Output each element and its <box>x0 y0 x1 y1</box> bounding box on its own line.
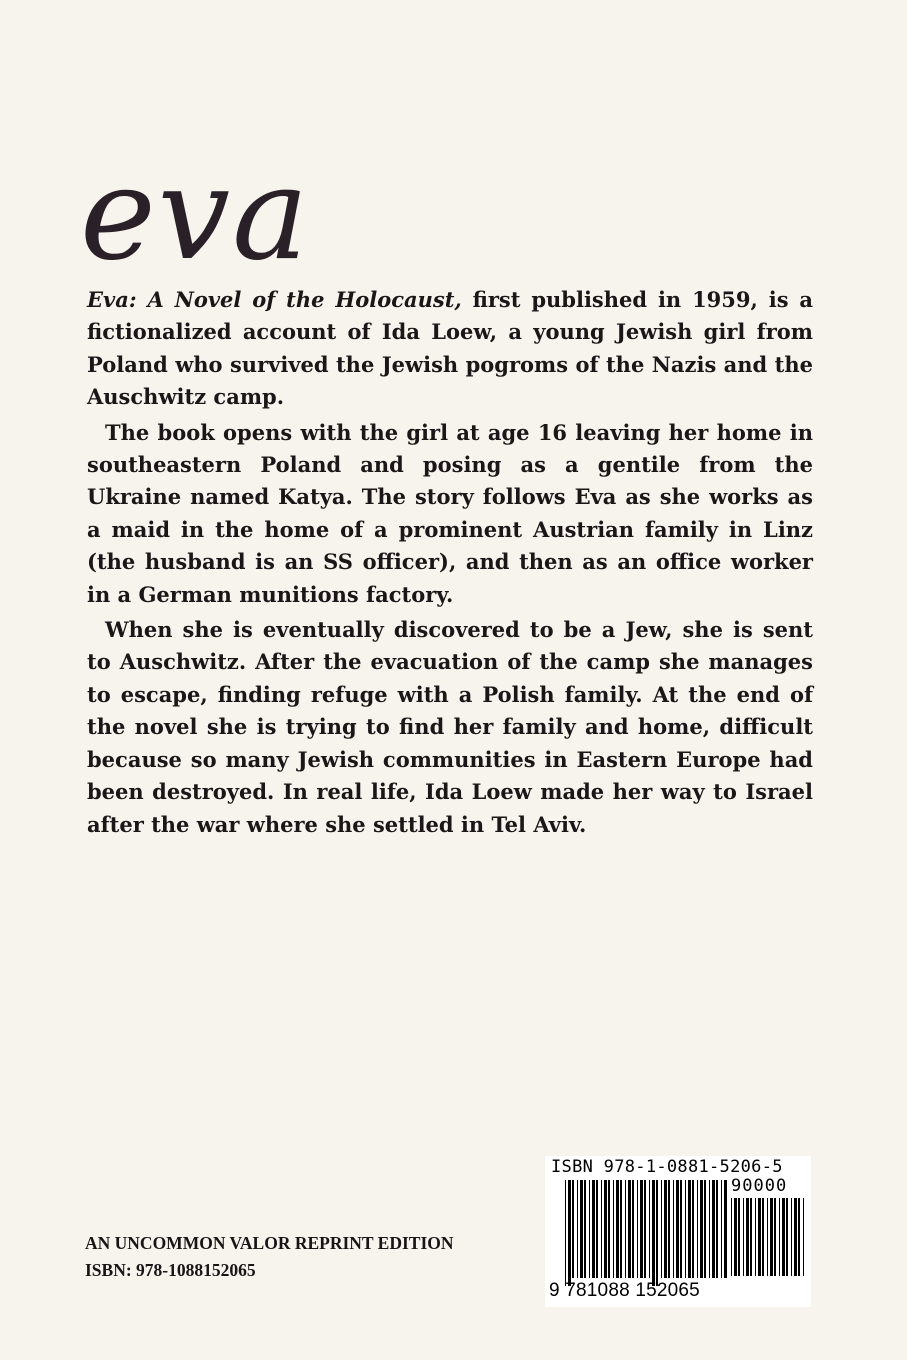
barcode-bar <box>779 1198 780 1276</box>
barcode-bar <box>786 1198 788 1276</box>
barcode-bar <box>688 1180 691 1278</box>
barcode-bar <box>676 1180 679 1278</box>
barcode-bar <box>680 1180 682 1278</box>
barcode-bar <box>716 1180 718 1278</box>
barcode-bar <box>746 1198 749 1276</box>
barcode-bar <box>625 1180 626 1278</box>
barcode-price-code: 90000 <box>731 1176 788 1196</box>
barcode-bar <box>596 1180 598 1278</box>
barcode-bar <box>782 1198 785 1276</box>
barcode-bar <box>770 1198 773 1276</box>
barcode-bar <box>608 1180 610 1278</box>
barcode-bar <box>661 1180 662 1278</box>
barcode-bar <box>644 1180 646 1278</box>
barcode-bar <box>668 1180 670 1278</box>
barcode-bar <box>774 1198 776 1276</box>
barcode-bar <box>734 1198 737 1276</box>
barcode-bar <box>712 1180 715 1278</box>
isbn-barcode <box>545 1156 811 1307</box>
barcode-bar <box>755 1198 756 1276</box>
barcode-bar <box>738 1198 740 1276</box>
barcode-bar <box>692 1180 694 1278</box>
book-title: eva <box>80 140 311 289</box>
barcode-bar <box>762 1198 764 1276</box>
barcode-bar <box>700 1180 703 1278</box>
barcode-bar <box>767 1198 768 1276</box>
barcode-addon-bars <box>731 1198 805 1284</box>
barcode-isbn-label: ISBN 978-1-0881-5206-5 <box>551 1157 783 1177</box>
barcode-bar <box>628 1180 631 1278</box>
barcode-bar <box>589 1180 590 1278</box>
barcode-bar <box>613 1180 614 1278</box>
barcode-bar <box>572 1180 574 1278</box>
barcode-bar <box>592 1180 595 1278</box>
barcode-bar <box>724 1180 727 1278</box>
edition-label: AN UNCOMMON VALOR REPRINT EDITION <box>85 1233 454 1253</box>
barcode-bar <box>794 1198 797 1276</box>
barcode-bar <box>584 1180 586 1278</box>
barcode-bar <box>616 1180 619 1278</box>
barcode-bar <box>637 1180 638 1278</box>
barcode-bar <box>640 1180 643 1278</box>
description-paragraph-1-text: first published in 1959, is a fictionalized account of Ida Loew, a young Jewish girl from Poland who survived the Jewish pogroms of the Nazis and the Auschwitz camp. <box>87 287 814 410</box>
isbn-text: ISBN: 978-1088152065 <box>85 1260 256 1280</box>
barcode-bar <box>673 1180 674 1278</box>
barcode-bar <box>565 1180 566 1286</box>
book-full-title: Eva: A Novel of the Holocaust, <box>87 287 462 312</box>
barcode-bar <box>704 1180 706 1278</box>
barcode-bar <box>709 1180 710 1278</box>
barcode-bar <box>652 1180 655 1286</box>
description-paragraph-1 <box>87 284 813 414</box>
edition-info <box>85 1230 454 1284</box>
barcode-bar <box>750 1198 752 1276</box>
barcode-bar <box>577 1180 578 1278</box>
barcode-bar <box>803 1198 804 1276</box>
barcode-digits: 9 781088 152065 <box>549 1280 700 1301</box>
barcode-bar <box>649 1180 650 1278</box>
description-paragraph-3: When she is eventually discovered to be a Jew, she is sent to Auschwitz. After the evacuation of the camp she manages to escape, finding refuge with a Polish family. At the end of the novel she is trying to find her family and home, difficult because so many Jewish communities in Eastern Europe had been destroyed. In real life, Ida Loew made her way to Israel after the war where she settled in Tel Aviv. <box>87 617 813 837</box>
barcode-bar <box>656 1180 658 1286</box>
barcode-bar <box>664 1180 667 1278</box>
barcode-bar <box>580 1180 583 1278</box>
barcode-bar <box>721 1180 722 1278</box>
barcode-bar <box>604 1180 607 1278</box>
barcode-bar <box>697 1180 698 1278</box>
barcode-bar <box>791 1198 792 1276</box>
barcode-main-bars <box>565 1180 729 1286</box>
barcode-bar <box>758 1198 761 1276</box>
barcode-bar <box>798 1198 800 1276</box>
barcode-bar <box>620 1180 622 1278</box>
barcode-bar <box>568 1180 571 1286</box>
barcode-bar <box>632 1180 634 1278</box>
barcode-bar <box>685 1180 686 1278</box>
description-paragraph-2: The book opens with the girl at age 16 leaving her home in southeastern Poland and posing as a gentile from the Ukraine named Katya. The story follows Eva as she works as a maid in the home of a prominent Austrian family in Linz (the husband is an SS officer), and then as an office worker in a German munitions factory. <box>87 419 813 607</box>
barcode-bar <box>743 1198 744 1276</box>
barcode-bar <box>731 1198 732 1276</box>
barcode-bar <box>601 1180 602 1278</box>
book-description <box>87 284 813 844</box>
